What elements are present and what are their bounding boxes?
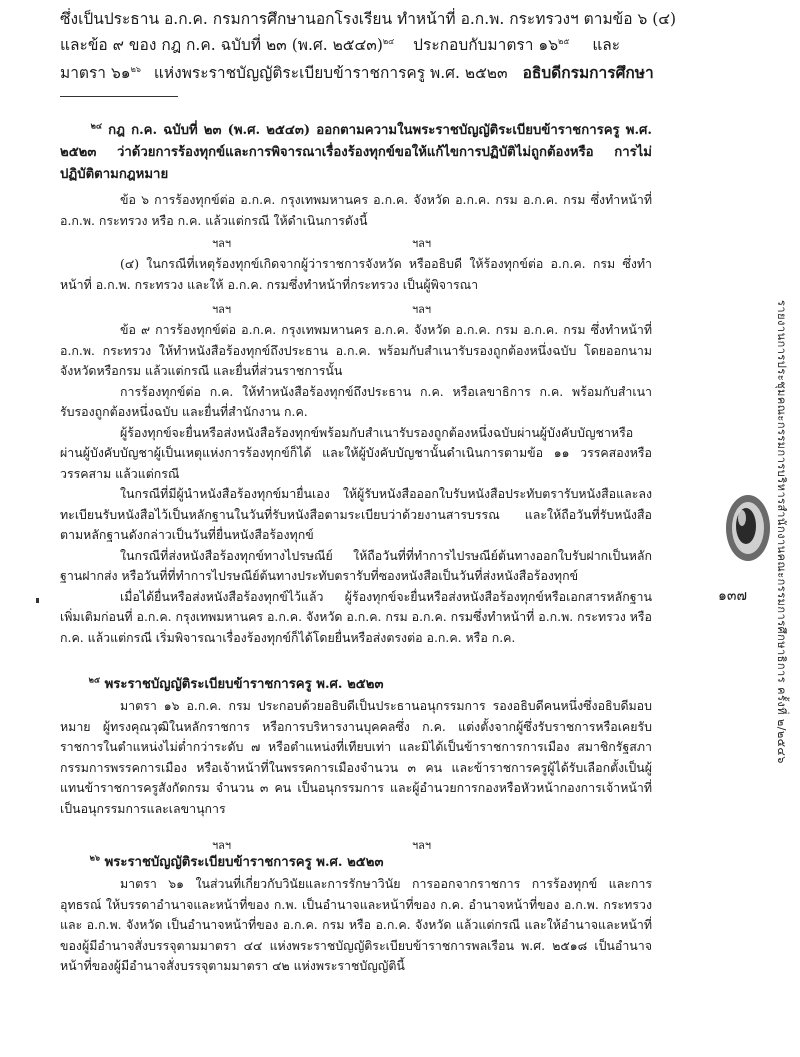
footnote-rule [60,96,178,97]
footnote-24-para-5 [60,423,652,485]
footnote-24 [60,120,652,231]
lead-text-4: และ [592,36,621,54]
omission-mark-1: ฯลฯ [212,237,232,250]
footnote-ref-24[interactable]: ๒๔ [382,36,395,46]
margin-mark [36,598,39,603]
footnote-24-mark: ๒๔ [90,120,102,131]
footnote-26-text-1: มาตรา ๖๑ ในส่วนที่เกี่ยวกับวินัยและการรักษาวินัย การออกจากราชการ การร้องทุกข์ และการอุทธรณ์ ให้บรรดาอำนาจและหน้าที่ของ ก.พ. เป็นอำนาจและหน้าที่ของ ก.ค. อำนาจหน้าที่ของ อ.ก.พ. กระทรวง และ อ.ก.พ. จังหวัด เป็นอำนาจหน้าที่ของ อ.ก.ค. กรม หรือ อ.ก.ค. จังหวัด แล้วแต่กรณี และให้อำนาจและหน้าที่ของผู้มีอำนาจสั่งบรรจุตามมาตรา ๔๔ แห่งพระราชบัญญัติระเบียบข้าราชการพลเรือน พ.ศ. ๒๕๑๘ เป็นอำนาจหน้าที่ของผู้มีอำนาจสั่งบรรจุตามมาตรา ๔๒ แห่งพระราชบัญญัตินี้ [60,876,652,973]
omission-mark-6: ฯลฯ [412,839,432,852]
footnote-24-text-3: ข้อ ๙ การร้องทุกข์ต่อ อ.ก.ค. กรุงเทพมหานคร อ.ก.ค. จังหวัด อ.ก.ค. กรม อ.ก.ค. กรม ซึ่งทำหน้าที่ อ.ก.พ. กระทรวง ให้ทำหนังสือร้องทุกข์ถึงประธาน อ.ก.ค. พร้อมกับสำเนารับรองถูกต้องหนึ่งฉบับ โดยออกนามจังหวัดหรือกรม แล้วแต่กรณี และยื่นที่ส่วนราชการนั้น [60,322,652,378]
footnote-25-heading [60,674,652,696]
footnote-24-text-1: ข้อ ๖ การร้องทุกข์ต่อ อ.ก.ค. กรุงเทพมหานคร อ.ก.ค. จังหวัด อ.ก.ค. กรม อ.ก.ค. กรม ซึ่งทำหน้าที่ อ.ก.พ. กระทรวง หรือ ก.ค. แล้วแต่กรณี ให้ดำเนินการดังนี้ [60,192,652,228]
footnote-25 [60,674,652,819]
footnote-ref-26[interactable]: ๒๖ [130,64,141,74]
footnote-24-text-7: ในกรณีที่ส่งหนังสือร้องทุกข์ทางไปรษณีย์ ให้ถือวันที่ที่ทำการไปรษณีย์ต้นทางออกใบรับฝากเป็นหลักฐานฝากส่ง หรือวันที่ที่ทำการไปรษณีย์ต้นทางประทับตรารับที่ซองหนังสือเป็นวันที่ส่งหนังสือร้องทุกข์ [60,547,652,583]
footnote-24-text-2: (๔) ในกรณีที่เหตุร้องทุกข์เกิดจากผู้ว่าราชการจังหวัด หรืออธิบดี ให้ร้องทุกข์ต่อ อ.ก.ค. กรม ซึ่งทำหน้าที่ อ.ก.พ. กระทรวง และให้ อ.ก.ค. กรมซึ่งทำหน้าที่กระทรวง เป็นผู้พิจารณา [60,256,652,292]
footnote-24-text-5: ผู้ร้องทุกข์จะยื่นหรือส่งหนังสือร้องทุกข์พร้อมกับสำเนารับรองถูกต้องหนึ่งฉบับผ่านผู้บังคับบัญชาหรือผ่านผู้บังคับบัญชาผู้เป็นเหตุแห่งการร้องทุกข์ก็ได้ และให้ผู้บังคับบัญชานั้นดำเนินการตามข้อ ๑๑ วรรคสองหรือวรรคสาม แล้วแต่กรณี [60,424,652,481]
footnote-24-para-6 [60,484,652,546]
footnote-24-para-8 [60,587,652,649]
footnote-24-text-8: เมื่อได้ยื่นหรือส่งหนังสือร้องทุกข์ไว้แล้ว ผู้ร้องทุกข์จะยื่นหรือส่งหนังสือร้องทุกข์หรือเอกสารหลักฐานเพิ่มเติมก่อนที่ อ.ก.ค. กรุงเทพมหานคร อ.ก.ค. จังหวัด อ.ก.ค. กรม อ.ก.ค. กรมซึ่งทำหน้าที่ อ.ก.พ. กระทรวง หรือ ก.ค. แล้วแต่กรณี เริ่มพิจารณาเรื่องร้องทุกข์ก็ได้โดยยื่นหรือส่งตรงต่อ อ.ก.ค. หรือ ก.ค. [60,588,652,645]
footnote-24-para-1 [60,190,652,231]
footnote-25-text-1: มาตรา ๑๖ อ.ก.ค. กรม ประกอบด้วยอธิบดีเป็นประธานอนุกรรมการ รองอธิบดีคนหนึ่งซึ่งอธิบดีมอบหมาย ผู้ทรงคุณวุฒิในหลักราชการ หรือการบริหารงานบุคคลซึ่ง ก.ค. แต่งตั้งจากผู้ซึ่งรับราชการหรือเคยรับราชการในตำแหน่งไม่ต่ำกว่าระดับ ๗ หรือตำแหน่งที่เทียบเท่า และมิได้เป็นข้าราชการการเมือง สมาชิกรัฐสภา กรรมการพรรคการเมือง หรือเจ้าหน้าที่ในพรรคการเมืองจำนวน ๓ คน และข้าราชการครูผู้ได้รับเลือกตั้งเป็นผู้แทนข้าราชการครูสังกัดกรม จำนวน ๓ คน เป็นอนุกรรมการ และผู้อำนวยการกองหรือหัวหน้ากองการเจ้าหน้าที่เป็นอนุกรรมการและเลขานุการ [60,698,652,816]
side-running-header: รายงานการประชุมคณะกรรมการบริหารสำนักงานคณะกรรมการศึกษาธิการ ครั้งที่ ๒/๒๕๔๖ [775,300,788,764]
omission-mark-3: ฯลฯ [212,303,232,316]
omission-mark-5: ฯลฯ [212,839,232,852]
footnote-24-head-3: การไม่ปฏิบัติตามกฎหมาย [60,145,653,182]
footnote-24-text-6: ในกรณีที่มีผู้นำหนังสือร้องทุกข์มายื่นเอง ให้ผู้รับหนังสือออกใบรับหนังสือประทับตรารับหนังสือและลงทะเบียนรับหนังสือไว้เป็นหลักฐานในวันที่รับหนังสือตามระเบียบว่าด้วยงานสารบรรณ และให้ถือวันที่รับหนังสือตามหลักฐานดังกล่าวเป็นวันที่ยื่นหนังสือร้องทุกข์ [60,486,652,542]
lead-line-1 [60,6,677,31]
footnote-25-head: พระราชบัญญัติระเบียบข้าราชการครู พ.ศ. ๒๕๒๓ [104,677,384,692]
lead-text-5: มาตรา ๖๑ [60,64,131,82]
footnote-26-mark: ๒๖ [89,852,100,863]
lead-line-2 [60,32,652,57]
footnote-25-mark-wrap [60,674,100,696]
binder-ring-icon [722,492,774,564]
omission-mark-2: ฯลฯ [412,237,432,250]
page-number: ๑๓๗ [718,588,747,604]
footnote-26-heading [60,852,652,874]
footnote-24-heading [60,120,652,186]
footnote-24-head-2: พ.ศ. ๒๕๒๓ ว่าด้วยการร้องทุกข์และการพิจารณาเรื่องร้องทุกข์ขอให้แก้ไขการปฏิบัติไม่ถูกต้องหรือ [60,123,653,160]
footnote-25-para-1 [60,696,652,819]
footnote-24-text-4: การร้องทุกข์ต่อ ก.ค. ให้ทำหนังสือร้องทุกข์ถึงประธาน ก.ค. หรือเลขาธิการ ก.ค. พร้อมกับสำเนารับรองถูกต้องหนึ่งฉบับ และยื่นที่สำนักงาน ก.ค. [60,383,652,419]
footnote-26-head: พระราชบัญญัติระเบียบข้าราชการครู พ.ศ. ๒๕๒๓ [104,855,384,870]
lead-text-2: และข้อ ๙ ของ กฎ ก.ค. ฉบับที่ ๒๓ (พ.ศ. ๒๕๔๓) [60,36,383,54]
omission-mark-4: ฯลฯ [412,303,432,316]
footnote-24-b [60,254,652,295]
footnote-24-mark-wrap [60,120,102,142]
lead-line-3 [60,60,652,85]
footnote-24-head-1: กฎ ก.ค. ฉบับที่ ๒๓ (พ.ศ. ๒๕๔๓) ออกตามความในพระราชบัญญัติระเบียบข้าราชการครู [108,123,620,138]
footnote-24-c [60,320,652,648]
lead-text-1: ซึ่งเป็นประธาน อ.ก.ค. กรมการศึกษานอกโรงเรียน ทำหน้าที่ อ.ก.พ. กระทรวงฯ ตามข้อ ๖ (๔) [60,10,677,28]
lead-text-7: อธิบดีกรมการศึกษา [522,63,654,82]
lead-text-3: ประกอบกับมาตรา ๑๖ [413,36,559,54]
footnote-26-para-1 [60,874,652,977]
footnote-25-mark: ๒๕ [88,674,100,685]
footnote-ref-25[interactable]: ๒๕ [558,36,570,46]
footnote-24-para-4 [60,382,652,423]
footnote-24-para-3 [60,320,652,382]
footnote-26 [60,852,652,977]
lead-text-6: แห่งพระราชบัญญัติระเบียบข้าราชการครู พ.ศ. ๒๕๒๓ [153,64,508,82]
footnote-24-para-7 [60,546,652,587]
footnote-26-mark-wrap [60,852,100,874]
footnote-24-para-2 [60,254,652,295]
